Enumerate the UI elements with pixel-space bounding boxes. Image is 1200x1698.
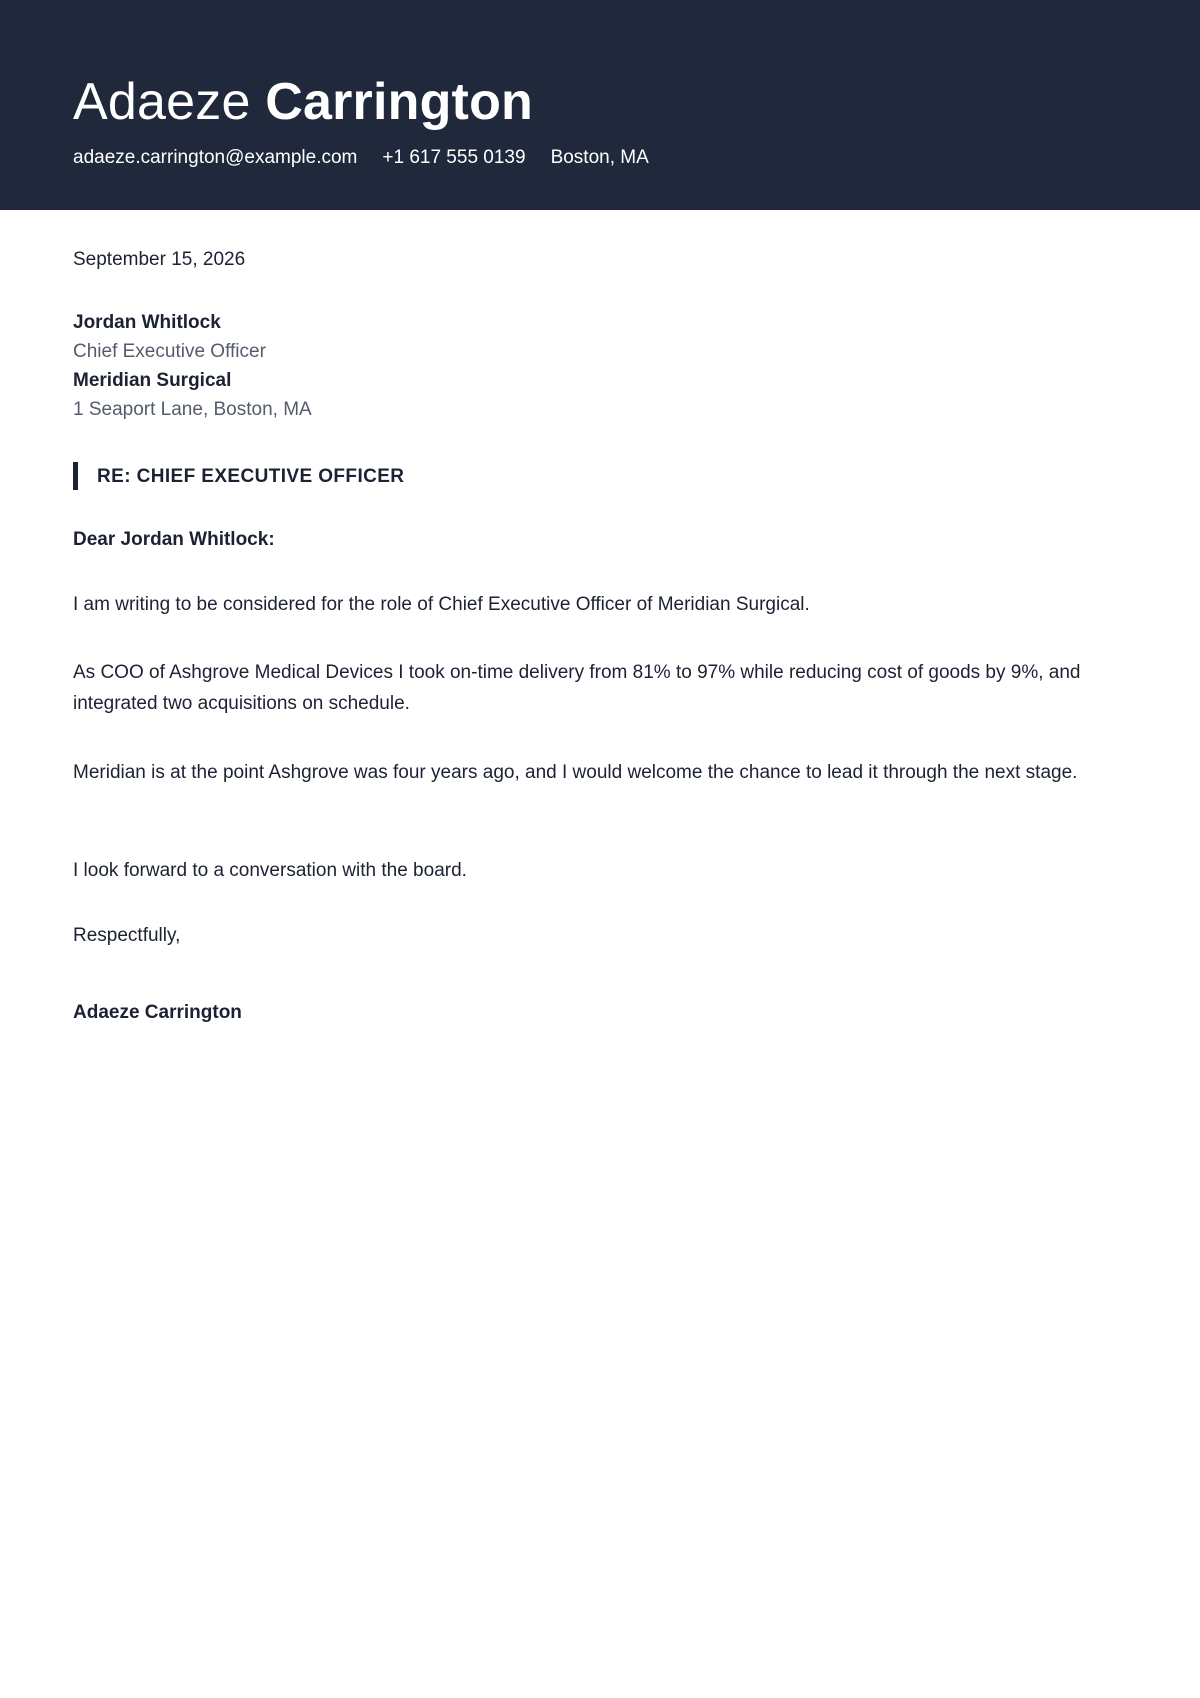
body-paragraph: I look forward to a conversation with the board. (73, 860, 467, 881)
body-paragraph: As COO of Ashgrove Medical Devices I took on-time delivery from 81% to 97% while reducing cost of goods by 9%, and integrated two acquisitions on schedule. (73, 662, 1081, 714)
contact-email[interactable]: adaeze.carrington@example.com (73, 147, 358, 168)
recipient-title: Chief Executive Officer (73, 341, 266, 362)
sender-last-name: Carrington (265, 73, 533, 131)
subject-text: RE: CHIEF EXECUTIVE OFFICER (97, 465, 405, 487)
letter-date: September 15, 2026 (73, 249, 246, 270)
sender-name (73, 70, 533, 134)
sender-first-name: Adaeze (73, 73, 251, 131)
salutation: Dear Jordan Whitlock: (73, 529, 275, 550)
body-paragraph: Meridian is at the point Ashgrove was four years ago, and I would welcome the chance to lead it through the next stage. (73, 762, 1078, 783)
signature-name: Adaeze Carrington (73, 1002, 242, 1023)
recipient-block (73, 308, 312, 424)
subject-line (73, 462, 404, 490)
contact-phone[interactable]: +1 617 555 0139 (382, 147, 526, 168)
contact-location: Boston, MA (550, 147, 649, 168)
recipient-name: Jordan Whitlock (73, 312, 221, 333)
recipient-company: Meridian Surgical (73, 370, 232, 391)
closing: Respectfully, (73, 925, 181, 946)
body-paragraph: I am writing to be considered for the role of Chief Executive Officer of Meridian Surgical. (73, 594, 810, 615)
recipient-address: 1 Seaport Lane, Boston, MA (73, 399, 312, 420)
letterhead (0, 0, 1200, 210)
subject-accent-bar (73, 462, 78, 490)
contact-info (73, 145, 649, 171)
